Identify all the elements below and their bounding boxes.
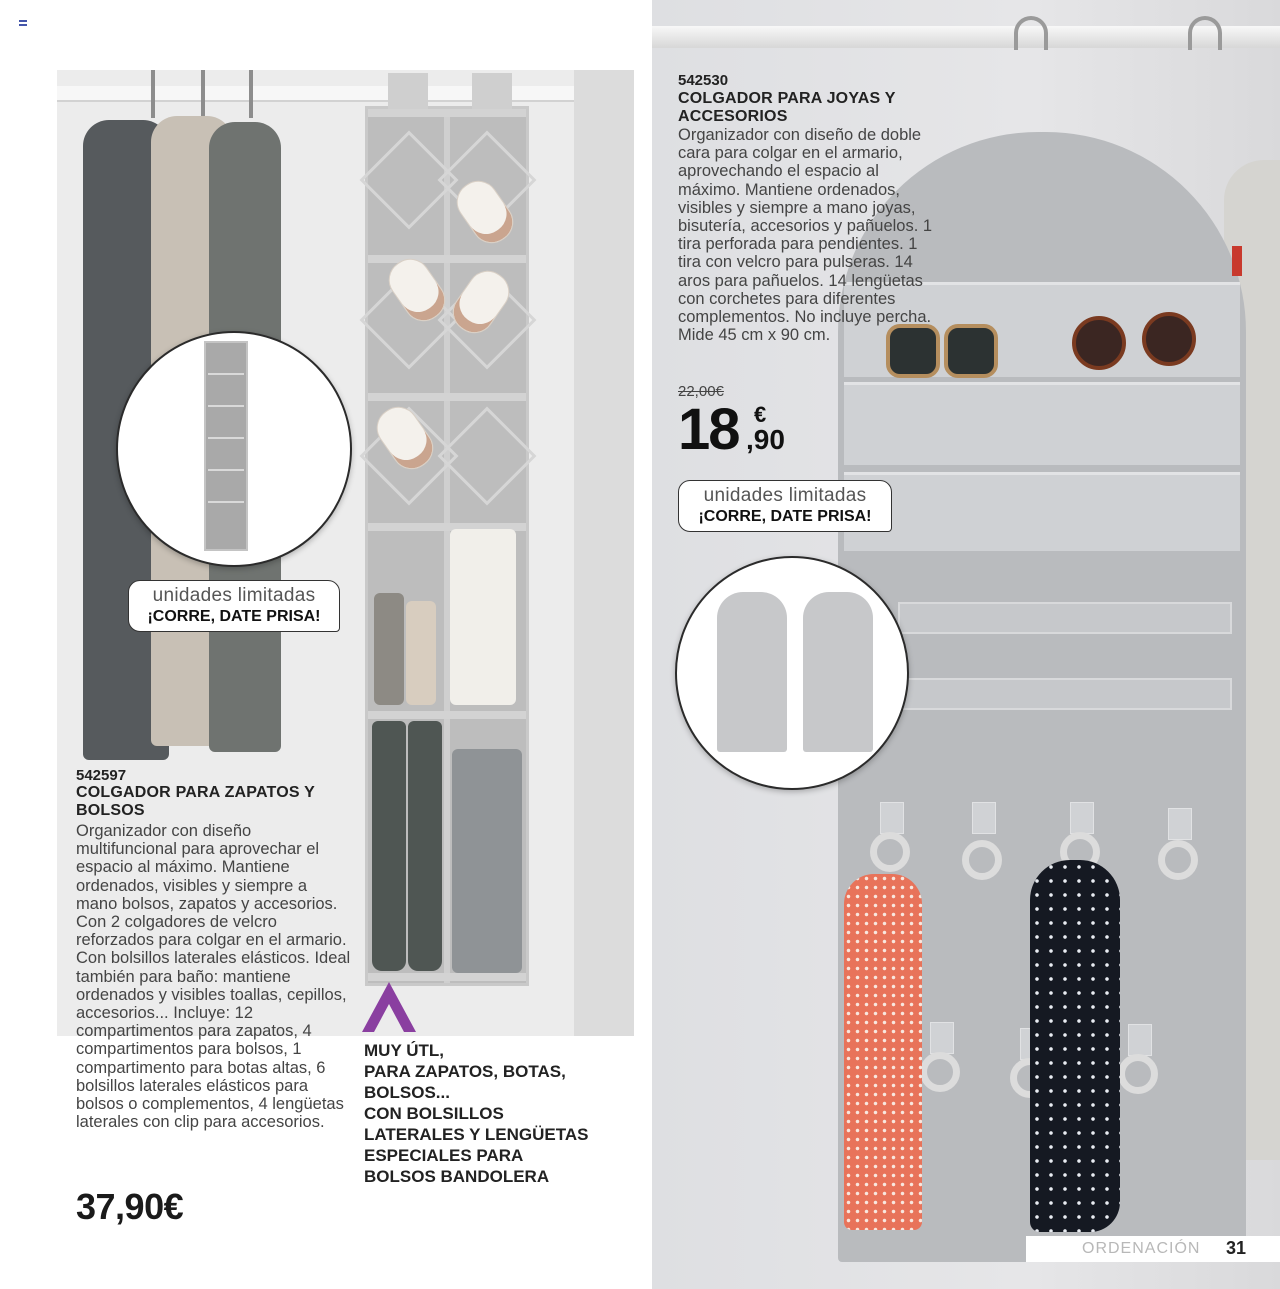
- price-currency: €: [754, 402, 767, 427]
- product-title: COLGADOR PARA ZAPATOS Y BOLSOS: [76, 784, 315, 819]
- limited-units-badge: [128, 580, 340, 632]
- limited-units-badge: [678, 480, 892, 532]
- jewelry-organizer-thumbnail: [675, 556, 909, 790]
- feature-line: BOLSOS BANDOLERA: [364, 1167, 550, 1186]
- product-price: [678, 397, 785, 462]
- shoe-organizer: [365, 106, 529, 986]
- page-number: 31: [1226, 1238, 1247, 1258]
- feature-line: ESPECIALES PARA: [364, 1146, 524, 1165]
- feature-line: LATERALES Y LENGÜETAS: [364, 1125, 589, 1144]
- product-code: 542597: [76, 767, 127, 784]
- product-description: Organizador con diseño multifuncional para aprovechar el espacio al máximo. Mantiene ordenados, visibles y siempre a mano bolsos, zapatos y accesorios. Con 2 colgadores de velcro reforzados para colgar en el armario. Con bolsillos laterales elásticos. Ideal también para baño: mantiene ordenados y visibles toallas, cepillos, accesorios... Incluye: 12 compartimentos para zapatos, 4 compartimentos para bolsos, 1 compartimento para botas altas, 6 bolsillos laterales elásticos para bolsos o complementos, 4 lengüetas laterales con clip para accesorios.: [76, 822, 351, 1132]
- feature-line: CON BOLSILLOS: [364, 1104, 504, 1123]
- accent-chevron-icon: [362, 982, 416, 1032]
- product-info-block: [678, 72, 948, 344]
- section-label: ORDENACIÓN: [1082, 1240, 1201, 1257]
- badge-line-2: ¡CORRE, DATE PRISA!: [147, 608, 321, 625]
- badge-line-1: unidades limitadas: [152, 585, 316, 606]
- shoe-organizer-thumbnail: [116, 331, 352, 567]
- product-code: 542530: [678, 72, 729, 89]
- badge-line-1: unidades limitadas: [703, 485, 867, 506]
- product-title: COLGADOR PARA JOYAS Y ACCESORIOS: [678, 90, 896, 125]
- price-decimals: ,90: [746, 424, 785, 455]
- feature-callout: [364, 1040, 624, 1187]
- feature-line: PARA ZAPATOS, BOTAS,: [364, 1062, 566, 1081]
- product-description: Organizador con diseño de doble cara para colgar en el armario, aprovechando el espacio al máximo. Mantiene ordenados, visibles y siempre a mano joyas, bisutería, accesorios y pañuelos. 1 tira perforada para pendientes. 1 tira con velcro para pulseras. 14 aros para pañuelos. 14 lengüetas con corchetes para diferentes complementos. No incluye percha. Mide 45 cm x 90 cm.: [678, 126, 933, 345]
- price-integer: 18: [678, 397, 739, 462]
- product-price: 37,90€: [76, 1186, 184, 1227]
- old-price: 22,00€: [678, 383, 724, 400]
- feature-line: MUY ÚTL,: [364, 1041, 444, 1060]
- badge-line-2: ¡CORRE, DATE PRISA!: [698, 508, 872, 525]
- page-marker-icon: [19, 20, 27, 28]
- feature-line: BOLSOS...: [364, 1083, 450, 1102]
